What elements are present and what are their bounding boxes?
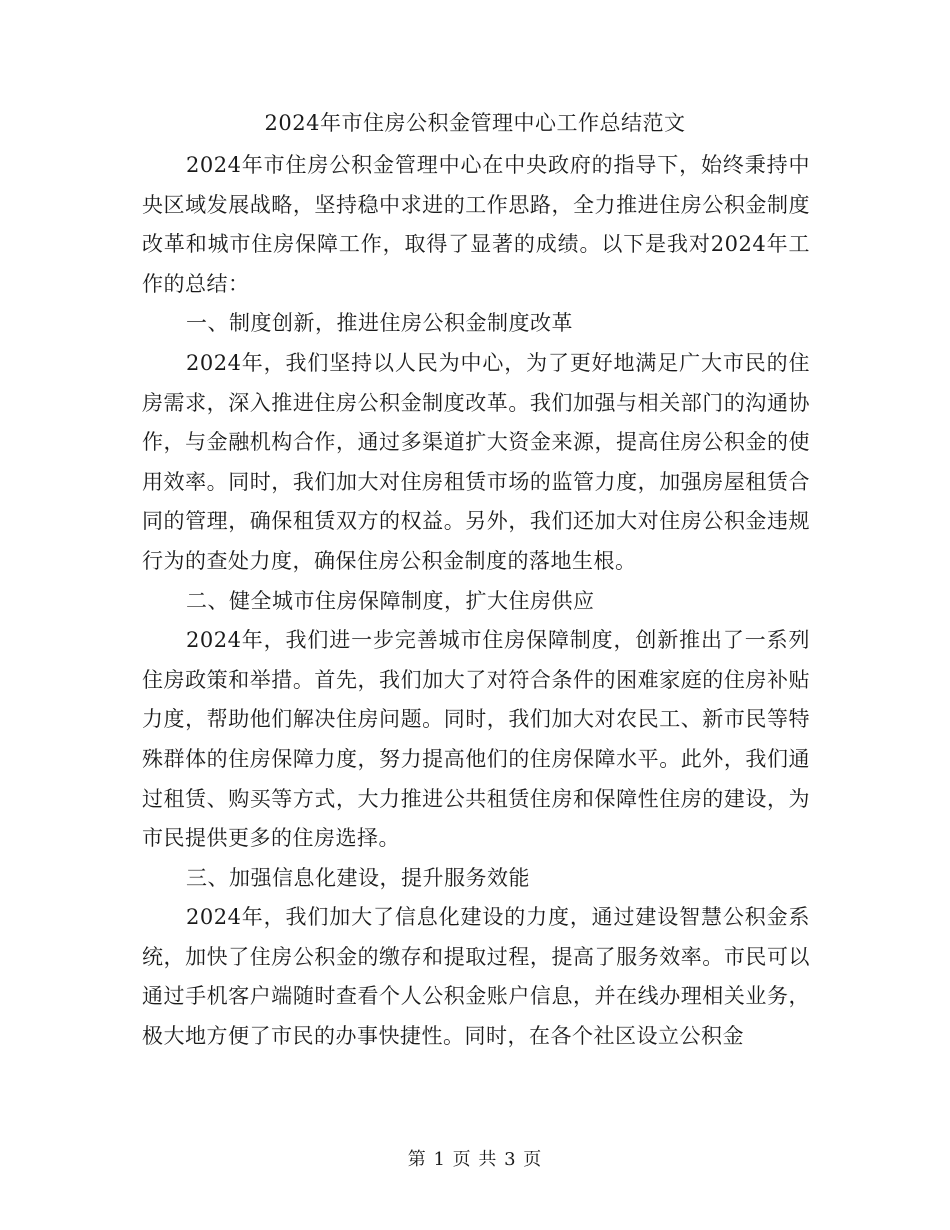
paragraph-intro: 2024年市住房公积金管理中心在中央政府的指导下，始终秉持中央区域发展战略，坚持稳中求进的工作思路，全力推进住房公积金制度改革和城市住房保障工作，取得了显著的成绩。以下是我对2024年工作的总结：: [142, 153, 810, 296]
paragraph-section-1: 2024年，我们坚持以人民为中心，为了更好地满足广大市民的住房需求，深入推进住房公积金制度改革。我们加强与相关部门的沟通协作，与金融机构合作，通过多渠道扩大资金来源，提高住房公积金的使用效率。同时，我们加大对住房租赁市场的监管力度，加强房屋租赁合同的管理，确保租赁双方的权益。另外，我们还加大对住房公积金违规行为的查处力度，确保住房公积金制度的落地生根。: [142, 350, 810, 573]
paragraph-section-3: 2024年，我们加大了信息化建设的力度，通过建设智慧公积金系统，加快了住房公积金的缴存和提取过程，提高了服务效率。市民可以通过手机客户端随时查看个人公积金账户信息，并在线办理相关业务，极大地方便了市民的办事快捷性。同时，在各个社区设立公积金: [142, 905, 810, 1049]
page-number-footer: 第 1 页 共 3 页: [407, 1149, 543, 1170]
section-heading-1: 一、制度创新，推进住房公积金制度改革: [186, 311, 573, 336]
document-title: 2024年市住房公积金管理中心工作总结范文: [264, 111, 686, 135]
document-body: [142, 146, 810, 1057]
section-heading-2: 二、健全城市住房保障制度，扩大住房供应: [186, 588, 595, 613]
section-heading-3: 三、加强信息化建设，提升服务效能: [186, 865, 530, 890]
paragraph-section-2: 2024年，我们进一步完善城市住房保障制度，创新推出了一系列住房政策和举措。首先，我们加大了对符合条件的困难家庭的住房补贴力度，帮助他们解决住房问题。同时，我们加大对农民工、新市民等特殊群体的住房保障力度，努力提高他们的住房保障水平。此外，我们通过租赁、购买等方式，大力推进公共租赁住房和保障性住房的建设，为市民提供更多的住房选择。: [142, 628, 810, 851]
